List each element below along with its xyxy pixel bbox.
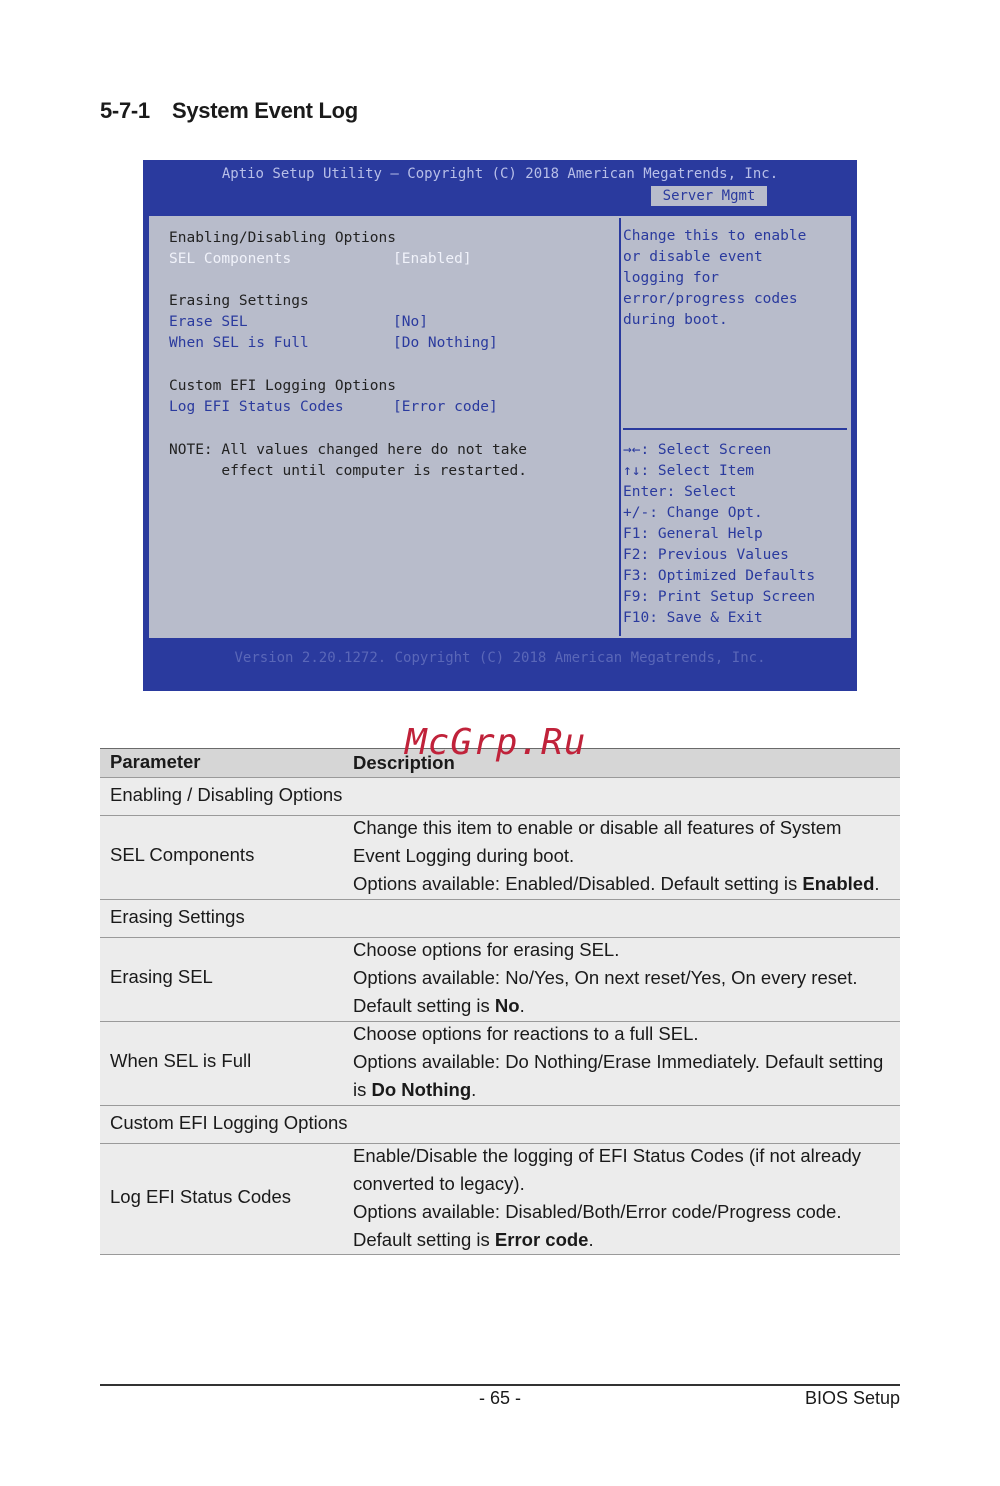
category-enabling: Enabling / Disabling Options	[110, 784, 343, 805]
key-print-setup: F9: Print Setup Screen	[623, 589, 816, 605]
key-optimized-defaults: F3: Optimized Defaults	[623, 568, 816, 584]
help-line: error/progress codes	[623, 291, 798, 307]
bios-help-panel	[623, 218, 847, 430]
header-parameter: Parameter	[110, 751, 201, 772]
default-value: Enabled	[802, 873, 875, 894]
erase-sel-value[interactable]: [No]	[393, 314, 428, 330]
table-row	[100, 1106, 900, 1144]
key-previous-values: F2: Previous Values	[623, 547, 789, 563]
param-sel-components: SEL Components	[110, 844, 255, 865]
help-line: or disable event	[623, 249, 763, 265]
category-erasing: Erasing Settings	[110, 906, 245, 927]
desc-line: Options available: Do Nothing/Erase Immediately. Default setting is Do Nothing.	[353, 1051, 884, 1100]
help-line: Change this to enable	[623, 228, 807, 244]
key-save-exit: F10: Save & Exit	[623, 610, 763, 626]
bios-settings-panel	[151, 218, 621, 636]
table-row	[100, 1144, 900, 1255]
key-general-help: F1: General Help	[623, 526, 763, 542]
bios-footer: Version 2.20.1272. Copyright (C) 2018 American Megatrends, Inc.	[234, 650, 766, 666]
desc-sel-components	[353, 814, 893, 898]
group-custom-efi: Custom EFI Logging Options	[169, 378, 396, 394]
desc-when-sel-full	[353, 1020, 893, 1104]
section-heading	[100, 98, 358, 124]
bios-body	[147, 214, 853, 640]
param-erasing-sel: Erasing SEL	[110, 966, 213, 987]
group-erasing: Erasing Settings	[169, 293, 309, 309]
when-full-value[interactable]: [Do Nothing]	[393, 335, 498, 351]
group-enabling: Enabling/Disabling Options	[169, 230, 396, 246]
desc-line: Choose options for erasing SEL.	[353, 939, 620, 960]
category-custom-efi: Custom EFI Logging Options	[110, 1112, 348, 1133]
help-line: during boot.	[623, 312, 728, 328]
desc-line: Change this item to enable or disable all features of System Event Logging during boot.	[353, 817, 842, 866]
desc-line: Enable/Disable the logging of EFI Status Codes (if not already converted to legacy).	[353, 1145, 862, 1194]
footer-divider	[100, 1384, 900, 1386]
key-select-item: ↑↓: Select Item	[623, 463, 754, 479]
desc-erasing-sel	[353, 936, 893, 1020]
erase-sel-label[interactable]: Erase SEL	[169, 314, 248, 330]
desc-line: Options available: Enabled/Disabled. Default setting is Enabled.	[353, 873, 880, 894]
log-efi-label[interactable]: Log EFI Status Codes	[169, 399, 344, 415]
help-line: logging for	[623, 270, 720, 286]
bios-header-copyright: Aptio Setup Utility – Copyright (C) 2018 American Megatrends, Inc.	[221, 166, 779, 182]
when-full-label[interactable]: When SEL is Full	[169, 335, 309, 351]
tab-server-mgmt[interactable]: Server Mgmt	[651, 186, 767, 206]
note-line-1: NOTE: All values changed here do not take	[169, 442, 527, 458]
default-value: Error code	[494, 1229, 589, 1250]
table-row	[100, 1022, 900, 1106]
default-value: No	[494, 995, 520, 1016]
desc-log-efi	[353, 1142, 893, 1254]
table-row	[100, 938, 900, 1022]
page-number: - 65 -	[478, 1388, 521, 1408]
footer-section: BIOS Setup	[804, 1388, 900, 1408]
header-description: Description	[353, 752, 455, 773]
param-log-efi: Log EFI Status Codes	[110, 1186, 291, 1207]
desc-line: Options available: Disabled/Both/Error code/Progress code. Default setting is Error code.	[353, 1201, 842, 1250]
key-select-screen: →←: Select Screen	[623, 442, 772, 458]
table-row	[100, 816, 900, 900]
sel-components-label[interactable]: SEL Components	[169, 251, 292, 267]
param-when-sel-full: When SEL is Full	[110, 1050, 252, 1071]
desc-line: Options available: No/Yes, On next reset/Yes, On every reset. Default setting is No.	[353, 967, 858, 1016]
note-line-2: effect until computer is restarted.	[169, 463, 527, 479]
parameter-table	[100, 748, 900, 1255]
table-row	[100, 900, 900, 938]
desc-line: Choose options for reactions to a full SEL.	[353, 1023, 699, 1044]
log-efi-value[interactable]: [Error code]	[393, 399, 498, 415]
bios-header	[143, 160, 857, 208]
key-enter-select: Enter: Select	[623, 484, 737, 500]
key-change-opt: +/-: Change Opt.	[623, 505, 763, 521]
sel-components-value[interactable]: [Enabled]	[393, 251, 472, 267]
section-title: System Event Log	[172, 98, 358, 123]
bios-screenshot	[143, 160, 857, 691]
watermark: McGrp.Ru	[405, 722, 587, 763]
section-number: 5-7-1	[100, 98, 150, 123]
default-value: Do Nothing	[371, 1079, 472, 1100]
table-row	[100, 778, 900, 816]
